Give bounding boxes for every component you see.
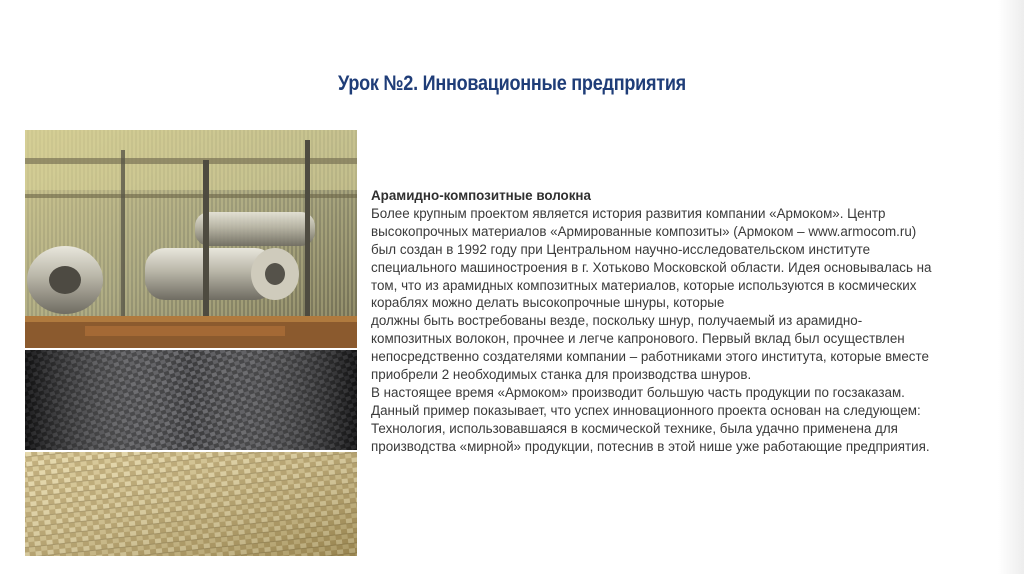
article-line: непосредственно создателями компании – работниками этого института, которые вместе (371, 349, 929, 365)
article-line: должны быть востребованы везде, поскольку шнур, получаемый из арамидно- (371, 313, 863, 329)
article-line: В настоящее время «Армоком» производит большую часть продукции по госзаказам. (371, 384, 905, 400)
article-line: Более крупным проектом является история развития компании «Армоком». Центр (371, 205, 886, 221)
page-edge-shadow (998, 0, 1024, 574)
article-line: том, что из арамидных композитных материалов, которые используются в космических (371, 277, 917, 293)
factory-loom-photo (25, 130, 357, 348)
aramid-fabric-photo (25, 452, 357, 556)
article-line: Технология, использовавшаяся в космической технике, была удачно применена для (371, 420, 898, 436)
article-line: Данный пример показывает, что успех инновационного проекта основан на следующем: (371, 402, 921, 418)
carbon-fabric-photo (25, 350, 357, 450)
slide-title: Урок №2. Инновационные предприятия (338, 72, 686, 95)
article-heading: Арамидно-композитные волокна (371, 188, 591, 203)
article-line: специального машиностроения в г. Хотьково Московской области. Идея основывалась на (371, 259, 932, 275)
article-line: высокопрочных материалов «Армированные композиты» (Армоком – www.armocom.ru) (371, 223, 917, 239)
article-text (371, 187, 1011, 456)
article-line: производства «мирной» продукции, потеснив в этой нише уже работающие предприятия. (371, 438, 930, 454)
article-line: приобрели 2 необходимых станка для производства шнуров. (371, 367, 752, 383)
article-line: кораблях можно делать высокопрочные шнуры, которые (371, 295, 725, 311)
article-line: был создан в 1992 году при Центральном научно-исследовательском институте (371, 241, 871, 257)
article-line: композитных волокон, прочнее и легче капронового. Первый вклад был осуществлен (371, 331, 905, 347)
